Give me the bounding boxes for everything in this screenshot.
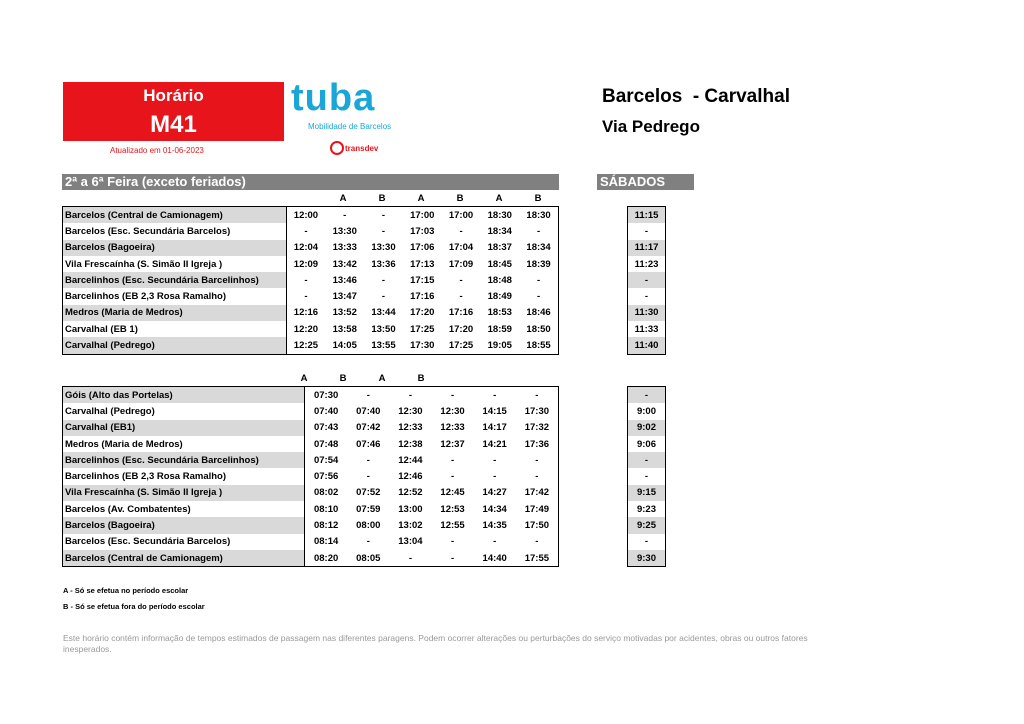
time-cell: 13:02 — [398, 520, 423, 532]
time-cell: 17:32 — [524, 422, 550, 434]
time-cell: 17:00 — [410, 209, 435, 221]
time-cell: - — [381, 274, 386, 286]
time-cell: 17:04 — [448, 242, 474, 254]
table-row — [628, 452, 666, 468]
saturday-header: SÁBADOS — [597, 174, 694, 190]
time-cell: 13:00 — [398, 503, 423, 515]
time-cell: 17:20 — [410, 307, 435, 319]
time-cell: 17:16 — [410, 291, 435, 303]
tuba-logo — [291, 82, 425, 116]
transdev-logo-text: transdev — [345, 144, 379, 153]
stop-name: Barcelinhos (Esc. Secundária Barcelinhos) — [63, 272, 287, 288]
stop-name: Vila Frescaínha (S. Simão II Igreja ) — [63, 256, 287, 272]
time-cell: 12:53 — [440, 503, 465, 515]
time-cell: 11:17 — [628, 240, 666, 256]
time-cell: 12:25 — [293, 340, 319, 352]
table-row — [63, 207, 559, 224]
table-row — [63, 534, 559, 550]
time-cell: 14:15 — [482, 405, 507, 417]
time-cell: 17:16 — [448, 307, 474, 319]
table-row — [628, 403, 666, 419]
outbound-saturday-table — [627, 206, 666, 355]
time-cell: 17:55 — [524, 552, 550, 564]
tuba-logo-text: tuba — [291, 82, 376, 116]
time-cell: - — [628, 387, 666, 404]
table-row — [628, 223, 666, 239]
time-cell: - — [535, 471, 539, 483]
time-cell: - — [408, 389, 413, 401]
time-cell: 12:44 — [398, 454, 423, 466]
outbound-weekday-table — [62, 206, 559, 355]
time-cell: 18:30 — [526, 209, 551, 221]
inbound-saturday-table — [627, 386, 666, 567]
time-cell: 12:33 — [398, 422, 423, 434]
time-cell: 9:00 — [636, 405, 656, 417]
time-cell: 13:50 — [371, 323, 396, 335]
time-cell: 18:59 — [487, 323, 512, 335]
time-cell: - — [366, 454, 370, 466]
time-cell: - — [366, 471, 370, 483]
time-cell: 14:35 — [482, 520, 507, 532]
stop-name: Barcelinhos (Esc. Secundária Barcelinhos) — [63, 452, 305, 468]
schedule-label: Horário — [143, 86, 204, 105]
time-cell: 07:54 — [313, 454, 339, 466]
time-cell: 11:40 — [628, 337, 666, 354]
table-row — [63, 420, 559, 436]
time-cell: 13:30 — [371, 242, 396, 254]
time-cell: - — [343, 209, 347, 221]
time-cell: 18:48 — [487, 274, 512, 286]
time-cell: 13:47 — [332, 291, 357, 303]
time-cell: - — [381, 209, 386, 221]
time-cell: 07:59 — [356, 503, 381, 515]
time-cell: 08:12 — [313, 520, 339, 532]
time-cell: 12:09 — [293, 258, 319, 270]
table-row — [628, 485, 666, 501]
time-cell: 07:56 — [313, 471, 339, 483]
table-row — [63, 387, 559, 404]
time-cell: - — [304, 291, 308, 303]
time-cell: 17:09 — [448, 258, 474, 270]
table-row — [63, 436, 559, 452]
stop-name: Barcelos (Bagoeira) — [63, 240, 287, 256]
stop-name: Carvalhal (EB1) — [63, 420, 305, 436]
trip-code: B — [417, 373, 425, 384]
time-cell: 19:05 — [487, 340, 512, 352]
time-cell: - — [535, 454, 539, 466]
table-row — [63, 452, 559, 468]
table-row — [628, 256, 666, 272]
time-cell: 12:33 — [440, 422, 465, 434]
time-cell: - — [450, 552, 455, 564]
time-cell: - — [537, 225, 541, 237]
table-row — [628, 420, 666, 436]
table-row — [628, 436, 666, 452]
time-cell: 14:40 — [482, 552, 507, 564]
trip-code: A — [300, 373, 308, 384]
time-cell: 13:04 — [398, 536, 423, 548]
time-cell: - — [381, 291, 386, 303]
time-cell: 18:34 — [526, 242, 551, 254]
time-cell: 14:27 — [482, 487, 507, 499]
stop-name: Carvalhal (Pedrego) — [63, 403, 305, 419]
stop-name: Góis (Alto das Portelas) — [63, 387, 305, 404]
route-via: Via Pedrego — [602, 117, 700, 136]
time-cell: 17:06 — [410, 242, 435, 254]
time-cell: - — [381, 225, 386, 237]
time-cell: 12:20 — [293, 323, 319, 335]
time-cell: 14:05 — [332, 340, 357, 352]
table-row — [63, 288, 559, 304]
time-cell: - — [450, 389, 455, 401]
time-cell: - — [628, 272, 666, 288]
time-cell: - — [537, 291, 541, 303]
time-cell: 17:03 — [410, 225, 435, 237]
time-cell: 18:46 — [526, 307, 551, 319]
trip-code: A — [378, 373, 386, 384]
table-row — [63, 321, 559, 337]
route-title: Barcelos - Carvalhal — [602, 86, 790, 107]
time-cell: 13:58 — [332, 323, 357, 335]
time-cell: 9:23 — [636, 503, 656, 515]
time-cell: 17:36 — [524, 438, 550, 450]
table-row — [63, 240, 559, 256]
time-cell: 9:30 — [628, 550, 666, 567]
time-cell: 07:40 — [356, 405, 381, 417]
time-cell: 17:15 — [410, 274, 435, 286]
stop-name: Barcelinhos (EB 2,3 Rosa Ramalho) — [63, 288, 287, 304]
table-row — [63, 272, 559, 288]
time-cell: 08:00 — [356, 520, 381, 532]
trip-code: B — [378, 193, 386, 204]
time-cell: - — [644, 471, 649, 483]
time-cell: 12:30 — [398, 405, 423, 417]
table-row — [63, 223, 559, 239]
time-cell: 13:52 — [332, 307, 357, 319]
time-cell: 13:55 — [371, 340, 396, 352]
time-cell: 17:30 — [410, 340, 435, 352]
stop-name: Carvalhal (EB 1) — [63, 321, 287, 337]
table-row — [628, 468, 666, 484]
table-row — [628, 305, 666, 321]
weekday-header: 2ª a 6ª Feira (exceto feriados) — [62, 174, 559, 190]
time-cell: - — [535, 389, 539, 401]
trip-code: B — [456, 193, 464, 204]
legend-b: B - Só se efetua fora do período escolar — [63, 602, 205, 611]
table-row — [63, 256, 559, 272]
time-cell: - — [644, 536, 649, 548]
table-row — [63, 501, 559, 517]
trip-code: A — [417, 193, 425, 204]
stop-name: Barcelos (Av. Combatentes) — [63, 501, 305, 517]
time-cell: 07:40 — [313, 405, 339, 417]
time-cell: 12:37 — [440, 438, 465, 450]
time-cell: - — [537, 274, 541, 286]
time-cell: 17:25 — [410, 323, 435, 335]
time-cell: 17:13 — [410, 258, 435, 270]
time-cell: 17:00 — [448, 209, 474, 221]
stop-name: Carvalhal (Pedrego) — [63, 337, 287, 354]
time-cell: - — [304, 274, 308, 286]
time-cell: - — [493, 454, 497, 466]
time-cell: 08:10 — [313, 503, 339, 515]
table-row — [628, 321, 666, 337]
time-cell: 17:25 — [448, 340, 474, 352]
stop-name: Barcelos (Bagoeira) — [63, 517, 305, 533]
time-cell: 12:52 — [398, 487, 423, 499]
time-cell: - — [628, 452, 666, 468]
time-cell: 17:50 — [524, 520, 550, 532]
trip-code: A — [339, 193, 347, 204]
time-cell: 12:55 — [440, 520, 465, 532]
time-cell: 12:38 — [398, 438, 423, 450]
transdev-logo — [330, 140, 390, 160]
time-cell: 9:15 — [628, 485, 666, 501]
time-cell: - — [450, 471, 455, 483]
time-cell: 13:33 — [332, 242, 357, 254]
time-cell: - — [493, 471, 497, 483]
time-cell: 07:46 — [356, 438, 381, 450]
table-row — [63, 403, 559, 419]
table-row — [628, 517, 666, 533]
stop-name: Barcelinhos (EB 2,3 Rosa Ramalho) — [63, 468, 305, 484]
time-cell: 13:30 — [332, 225, 357, 237]
time-cell: - — [493, 389, 497, 401]
time-cell: - — [366, 389, 370, 401]
time-cell: 18:30 — [487, 209, 512, 221]
disclaimer: Este horário contém informação de tempos estimados de passagem nas diferentes paragens. Podem ocorrer alterações ou perturbações do serviço motivadas por acidentes, obras ou outros fatores inesperados. — [63, 633, 808, 654]
table-row — [63, 485, 559, 501]
time-cell: - — [408, 552, 413, 564]
table-row — [63, 305, 559, 321]
time-cell: - — [459, 274, 463, 286]
table-row — [628, 207, 666, 224]
trip-code: B — [534, 193, 542, 204]
time-cell: 12:46 — [398, 471, 423, 483]
table-row — [628, 534, 666, 550]
stop-name: Medros (Maria de Medros) — [63, 436, 305, 452]
time-cell: 07:43 — [313, 422, 339, 434]
time-cell: 17:49 — [524, 503, 550, 515]
time-cell: 9:06 — [636, 438, 656, 450]
table-row — [628, 240, 666, 256]
updated-date: Atualizado em 01-06-2023 — [110, 146, 204, 155]
legend-a: A - Só se efetua no período escolar — [63, 586, 189, 595]
time-cell: - — [459, 225, 463, 237]
stop-name: Barcelos (Esc. Secundária Barcelos) — [63, 223, 287, 239]
time-cell: 11:30 — [628, 305, 666, 321]
table-row — [628, 337, 666, 354]
trip-code: A — [495, 193, 503, 204]
time-cell: 12:45 — [440, 487, 465, 499]
time-cell: - — [450, 454, 455, 466]
time-cell: 07:52 — [356, 487, 381, 499]
time-cell: - — [459, 291, 463, 303]
outbound-codes-row — [285, 193, 560, 205]
time-cell: 17:20 — [448, 323, 474, 335]
time-cell: 12:30 — [440, 405, 465, 417]
time-cell: - — [493, 536, 497, 548]
table-row — [628, 272, 666, 288]
table-row — [628, 501, 666, 517]
time-cell: 14:21 — [482, 438, 507, 450]
time-cell: 9:25 — [628, 517, 666, 533]
table-row — [628, 550, 666, 567]
table-row — [63, 550, 559, 567]
time-cell: - — [366, 536, 370, 548]
trip-code: B — [339, 373, 347, 384]
stop-name: Medros (Maria de Medros) — [63, 305, 287, 321]
time-cell: 9:02 — [628, 420, 666, 436]
time-cell: 18:55 — [526, 340, 551, 352]
inbound-weekday-table — [62, 386, 559, 567]
time-cell: 14:34 — [482, 503, 507, 515]
time-cell: 18:37 — [487, 242, 512, 254]
time-cell: 07:30 — [313, 389, 339, 401]
time-cell: 08:02 — [313, 487, 339, 499]
time-cell: 12:04 — [293, 242, 319, 254]
stop-name: Vila Frescaínha (S. Simão II Igreja ) — [63, 485, 305, 501]
time-cell: - — [644, 225, 649, 237]
time-cell: - — [644, 291, 649, 303]
time-cell: - — [304, 225, 308, 237]
stop-name: Barcelos (Esc. Secundária Barcelos) — [63, 534, 305, 550]
tuba-subtitle: Mobilidade de Barcelos — [308, 122, 392, 131]
time-cell: 17:30 — [524, 405, 550, 417]
time-cell: - — [535, 536, 539, 548]
time-cell: 18:49 — [487, 291, 512, 303]
time-cell: 18:45 — [487, 258, 512, 270]
time-cell: 13:36 — [371, 258, 396, 270]
time-cell: 07:48 — [313, 438, 339, 450]
time-cell: 08:14 — [313, 536, 339, 548]
time-cell: 17:42 — [524, 487, 550, 499]
time-cell: 18:50 — [526, 323, 551, 335]
time-cell: - — [450, 536, 455, 548]
time-cell: 13:46 — [332, 274, 357, 286]
time-cell: 11:15 — [628, 207, 666, 224]
time-cell: 12:16 — [293, 307, 319, 319]
time-cell: 12:00 — [293, 209, 319, 221]
time-cell: 14:17 — [482, 422, 507, 434]
inbound-codes-row — [285, 373, 560, 385]
time-cell: 13:44 — [371, 307, 396, 319]
time-cell: 07:42 — [356, 422, 381, 434]
table-row — [63, 337, 559, 354]
table-row — [63, 517, 559, 533]
time-cell: 18:53 — [487, 307, 512, 319]
time-cell: 11:23 — [634, 258, 659, 270]
time-cell: 18:34 — [487, 225, 512, 237]
time-cell: 11:33 — [634, 323, 659, 335]
table-row — [63, 468, 559, 484]
time-cell: 13:42 — [332, 258, 357, 270]
table-row — [628, 387, 666, 404]
table-row — [628, 288, 666, 304]
stop-name: Barcelos (Central de Camionagem) — [63, 550, 305, 567]
route-number: M41 — [150, 111, 197, 138]
time-cell: 08:20 — [313, 552, 339, 564]
stop-name: Barcelos (Central de Camionagem) — [63, 207, 287, 224]
time-cell: 08:05 — [356, 552, 381, 564]
time-cell: 18:39 — [526, 258, 551, 270]
